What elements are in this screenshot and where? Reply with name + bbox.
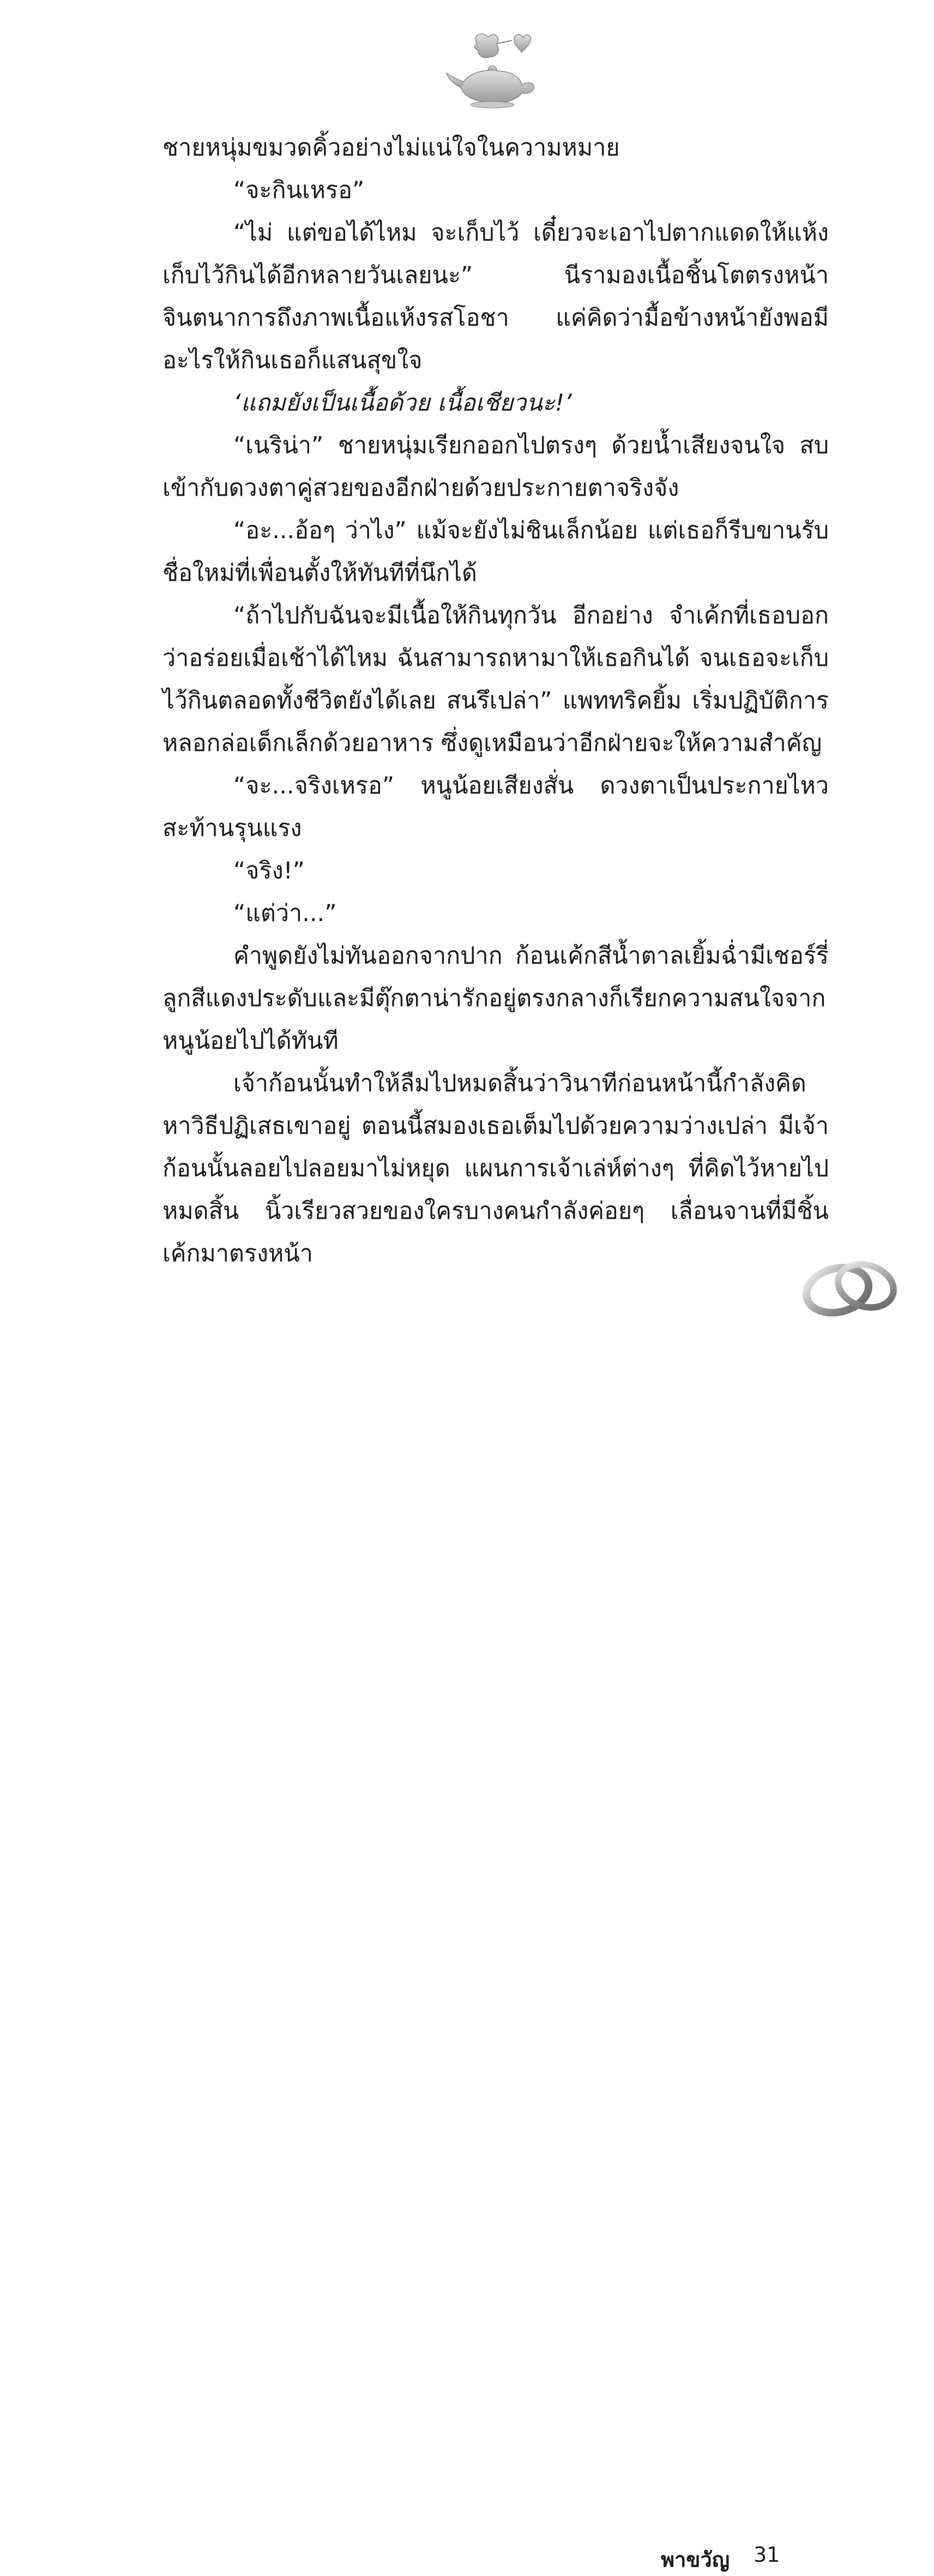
- paragraph: คำพูดยังไม่ทันออกจากปาก ก้อนเค้กสีน้ำตาลเยิ้มฉ่ำมีเชอร์รี่ลูกสีแดงประดับและมีตุ๊กตาน่ารักอยู่ตรงกลางก็เรียกความสนใจจากหนูน้อยไปได้ทันที: [162, 942, 829, 1055]
- paragraph: “อะ...อ้อๆ ว่าไง” แม้จะยังไม่ชินเล็กน้อย แต่เธอก็รีบขานรับชื่อใหม่ที่เพื่อนตั้งให้ทันทีที่นึกได้: [162, 517, 829, 587]
- paragraph: “ถ้าไปกับฉันจะมีเนื้อให้กินทุกวัน อีกอย่าง จำเค้กที่เธอบอกว่าอร่อยเมื่อเช้าได้ไหม ฉันสามารถหามาให้เธอกินได้ จนเธอจะเก็บไว้กินตลอดทั้งชีวิตยังได้เลย สนรึเปล่า” แพททริคยิ้ม เริ่มปฏิบัติการหลอกล่อเด็กเล็กด้วยอาหาร ซึ่งดูเหมือนว่าอีกฝ่ายจะให้ความสำคัญ: [162, 602, 829, 757]
- paragraph: “ไม่ แต่ขอได้ไหม จะเก็บไว้ เดี๋ยวจะเอาไปตากแดดให้แห้ง เก็บไว้กินได้อีกหลายวันเลยนะ” นีรามองเนื้อชิ้นโตตรงหน้า จินตนาการถึงภาพเนื้อแห้งรสโอชา แค่คิดว่ามื้อข้างหน้ายังพอมีอะไรให้กินเธอก็แสนสุขใจ: [162, 219, 829, 374]
- wedding-rings-icon: [799, 1254, 903, 1320]
- paragraph: “จะกินเหรอ”: [233, 177, 365, 204]
- page-number: 31: [754, 2543, 780, 2567]
- paragraph: “แต่ว่า...”: [233, 900, 337, 927]
- paragraph: เจ้าก้อนนั้นทำให้ลืมไปหมดสิ้นว่าวินาทีก่อนหน้านี้กำลังคิดหาวิธีปฏิเสธเขาอยู่ ตอนนี้สมองเธอเต็มไปด้วยความว่างเปล่า มีเจ้าก้อนนั้นลอยไปลอยมาไม่หยุด แผนการเจ้าเล่ห์ต่างๆ ที่คิดไว้หายไปหมดสิ้น นิ้วเรียวสวยของใครบางคนกำลังค่อยๆ เลื่อนจานที่มีชิ้นเค้กมาตรงหน้า: [162, 1070, 829, 1267]
- paragraph: ชายหนุ่มขมวดคิ้วอย่างไม่แน่ใจในความหมาย: [162, 134, 620, 161]
- book-title: พาขวัญ: [661, 2548, 730, 2572]
- page-footer: [0, 1264, 934, 2572]
- cupid-teapot-icon: [444, 27, 543, 109]
- paragraph: “จะ...จริงเหรอ” หนูน้อยเสียงสั่น ดวงตาเป็นประกายไหวสะท้านรุนแรง: [162, 772, 829, 842]
- paragraph-thought: ‘แถมยังเป็นเนื้อด้วย เนื้อเชียวนะ!’: [233, 389, 572, 417]
- paragraph: “จริง!”: [233, 857, 305, 884]
- paragraph: “เนริน่า” ชายหนุ่มเรียกออกไปตรงๆ ด้วยน้ำเสียงจนใจ สบเข้ากับดวงตาคู่สวยของอีกฝ่ายด้วยประกายตาจริงจัง: [162, 432, 829, 502]
- body-text: [162, 127, 829, 1275]
